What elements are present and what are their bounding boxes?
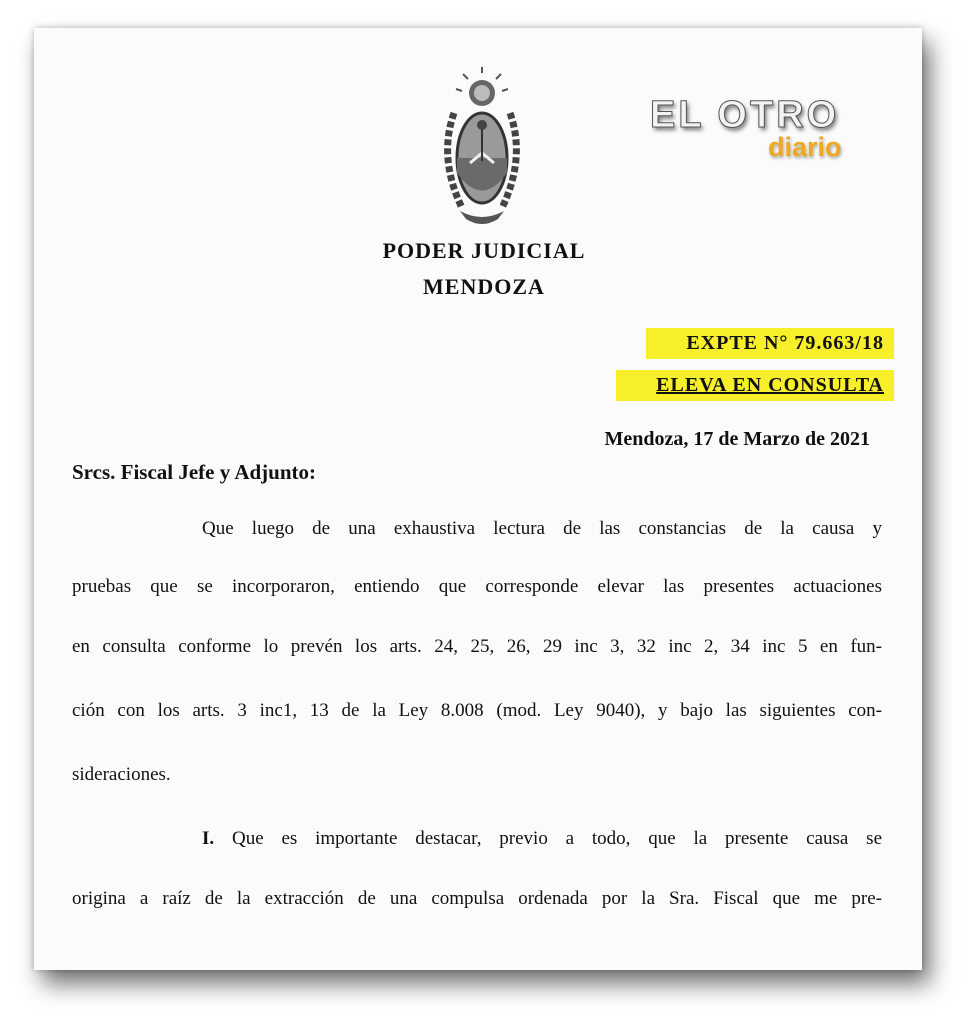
paragraph-line: pruebas que se incorporaron, entiendo que corresponde elevar las presentes actuaciones bbox=[72, 576, 882, 597]
salutation: Srcs. Fiscal Jefe y Adjunto: bbox=[72, 460, 317, 484]
paragraph-line: Que luego de una exhaustiva lectura de las constancias de la causa y bbox=[202, 518, 882, 539]
court-header bbox=[334, 233, 634, 305]
document-date: Mendoza, 17 de Marzo de 2021 bbox=[604, 428, 870, 450]
paragraph-line: origina a raíz de la extracción de una compulsa ordenada por la Sra. Fiscal que me pre- bbox=[72, 888, 882, 909]
watermark-sub: diario bbox=[768, 132, 842, 162]
file-number: EXPTE N° 79.663/18 bbox=[646, 328, 894, 359]
coat-of-arms-icon bbox=[432, 63, 532, 233]
watermark-brand: EL OTRO bbox=[650, 94, 840, 136]
document-page bbox=[34, 28, 922, 970]
el-otro-diario-watermark bbox=[650, 94, 860, 178]
paragraph-line bbox=[202, 828, 882, 850]
section-numeral: I. bbox=[202, 828, 215, 849]
header-line-1: PODER JUDICIAL bbox=[382, 238, 586, 263]
paragraph-line: ción con los arts. 3 inc1, 13 de la Ley 8.008 (mod. Ley 9040), y bajo las siguientes con- bbox=[72, 700, 882, 721]
section-text: Que es importante destacar, previo a todo, que la presente causa se bbox=[231, 828, 882, 849]
header-line-2: MENDOZA bbox=[423, 274, 545, 299]
paragraph-line: en consulta conforme lo prevén los arts. 24, 25, 26, 29 inc 3, 32 inc 2, 34 inc 5 en fun- bbox=[72, 636, 882, 657]
file-subject: ELEVA EN CONSULTA bbox=[616, 370, 894, 401]
paragraph-line: sideraciones. bbox=[72, 764, 171, 785]
